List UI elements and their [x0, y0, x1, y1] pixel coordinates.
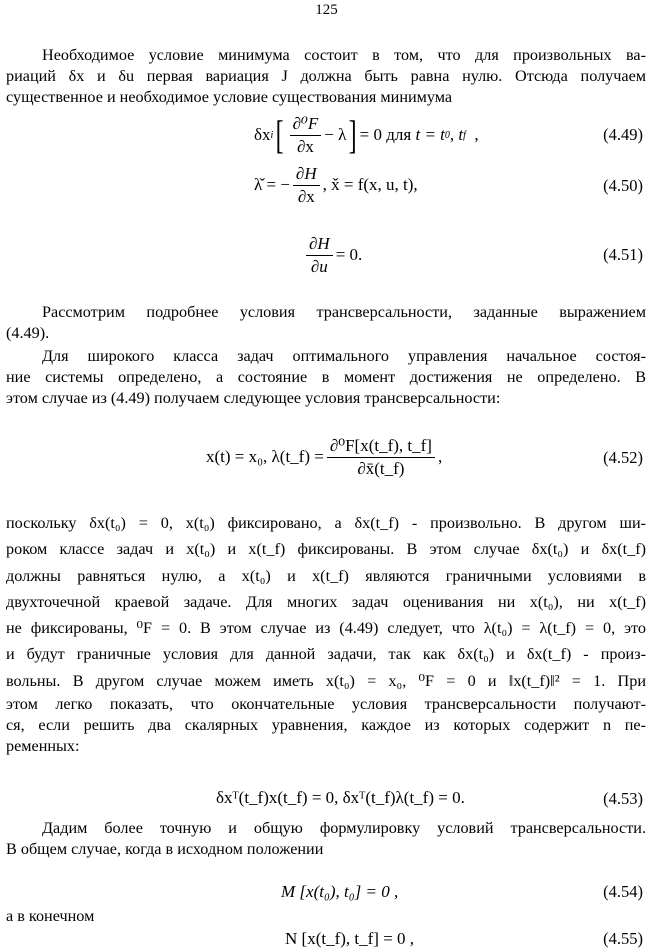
numerator: ∂⁰F: [290, 114, 322, 136]
eq-text: f: [463, 129, 466, 141]
eq-text: λ̌ = −: [254, 175, 290, 194]
equation-number: (4.54): [603, 882, 643, 901]
equation-number: (4.53): [603, 789, 643, 808]
eq-text: x̌ = f(x, u, t),: [331, 175, 418, 194]
equation-number: (4.51): [603, 245, 643, 264]
equation-4-49: δx i [ $\frac{\text{∂⁰F}}{\partial x}$ − λ ] = 0 для t = t 0 , t f ,: [254, 112, 479, 157]
denominator: ∂u: [310, 256, 328, 276]
paragraph-1: [6, 45, 646, 108]
paragraph-3: [6, 346, 646, 409]
equation-4-51: [303, 233, 362, 277]
denominator: ∂x̄(t_f): [357, 458, 405, 478]
paragraph-4: [6, 510, 646, 757]
eq-text: = 0: [359, 125, 382, 144]
equation-number: (4.50): [603, 176, 643, 195]
page-number: 125: [315, 2, 338, 18]
text-line: В общем случае, когда в исходном положении: [6, 840, 324, 858]
fraction: [293, 164, 320, 206]
bracket-open: [: [275, 112, 284, 157]
text-line: а в конечном: [6, 907, 95, 925]
paragraph-6: [6, 906, 646, 927]
eq-text: i: [270, 129, 274, 141]
paragraph-2: [6, 302, 646, 344]
text-line: не фиксированы, ⁰F = 0. В этом случае из (4.49) следует, что λ(t₀) = λ(t_f) = 0, это: [6, 619, 646, 638]
text-line: существенное и необходимое условие существования минимума: [6, 88, 453, 106]
eq-text: 0: [444, 129, 450, 141]
text-line: и будут граничные условия для данной задачи, так как δx(t₀) и δx(t_f) - произ-: [6, 645, 646, 664]
text-line: этом случае из (4.49) получаем следующее условия трансверсальности:: [6, 389, 501, 407]
paragraph-5: [6, 818, 646, 860]
eq-text: для: [386, 125, 412, 144]
eq-text: = 0.: [335, 245, 363, 264]
equation-4-52: [206, 432, 442, 482]
equation-number: (4.55): [603, 929, 643, 948]
eq-text: − λ: [324, 125, 347, 144]
text-line: роком классе задач и x(t₀) и x(t_f) фиксированы. В этом случае δx(t₀) и δx(t_f): [6, 540, 646, 559]
text-line: ременных:: [6, 737, 80, 756]
eq-text: δx: [254, 125, 271, 144]
text-line: риаций δx и δu первая вариация J должна быть равна нулю. Отсюда получаем: [6, 67, 646, 85]
numerator: ∂H: [306, 234, 333, 256]
eq-text: ,: [437, 447, 443, 466]
text-line: (4.49).: [6, 324, 50, 342]
text-line: этом легко показать, что окончательные условия трансверсальности получают-: [6, 695, 646, 714]
bracket-close: ]: [348, 112, 357, 157]
fraction: [306, 234, 333, 276]
eq-text: = t: [424, 125, 445, 144]
text-line: должны равняться нулю, а x(t₀) и x(t_f) являются граничными условиями в: [6, 566, 646, 585]
text-line: ся, если решить два скалярных уравнения, каждое из которых содержит n пе-: [6, 716, 646, 735]
text-line: Рассмотрим подробнее условия трансверсальности, заданные выражением: [42, 303, 646, 321]
numerator: ∂⁰F[x(t_f), t_f]: [327, 436, 435, 458]
text-line: поскольку δx(t₀) = 0, x(t₀) фиксировано, а δx(t_f) - произвольно. В другом ши-: [6, 514, 646, 532]
eq-text: t: [415, 125, 421, 144]
eq-text: t: [458, 125, 464, 144]
fraction: [290, 114, 322, 156]
text-line: Дадим более точную и общую формулировку условий трансверсальности.: [42, 819, 646, 837]
equation-number: (4.49): [603, 125, 643, 144]
text-line: Для широкого класса задач оптимального управления начальное состоя-: [42, 347, 646, 365]
text-line: вольны. В другом случае можем иметь x(t₀) = x₀, ⁰F = 0 и ‖x(t_f)‖² = 1. При: [6, 671, 646, 690]
equation-4-53: δxᵀ(t_f)x(t_f) = 0, δxᵀ(t_f)λ(t_f) = 0.: [216, 788, 465, 807]
eq-text: x(t) = x₀, λ(t_f) =: [206, 447, 324, 466]
equation-4-55: N [x(t_f), t_f] = 0 ,: [285, 929, 415, 948]
denominator: ∂x: [296, 136, 314, 156]
denominator: ∂x: [297, 186, 315, 206]
text-line: Необходимое условие минимума состоит в том, что для произвольных ва-: [42, 46, 646, 64]
text-line: двухточечной краевой задаче. Для многих задач оценивания ни x(t₀), ни x(t_f): [6, 592, 646, 611]
equation-number: (4.52): [603, 448, 643, 467]
fraction: [327, 436, 435, 478]
equation-4-54: M [x(t₀), t₀] = 0 ,: [281, 882, 399, 901]
equation-4-50: λ̌ = − $\frac{\partial H}{\partial x}$ , x̌ = f(x, u, t),: [254, 163, 418, 206]
numerator: ∂H: [293, 164, 320, 186]
text-line: ние системы определено, а состояние в момент достижения не определено. В: [6, 368, 646, 386]
